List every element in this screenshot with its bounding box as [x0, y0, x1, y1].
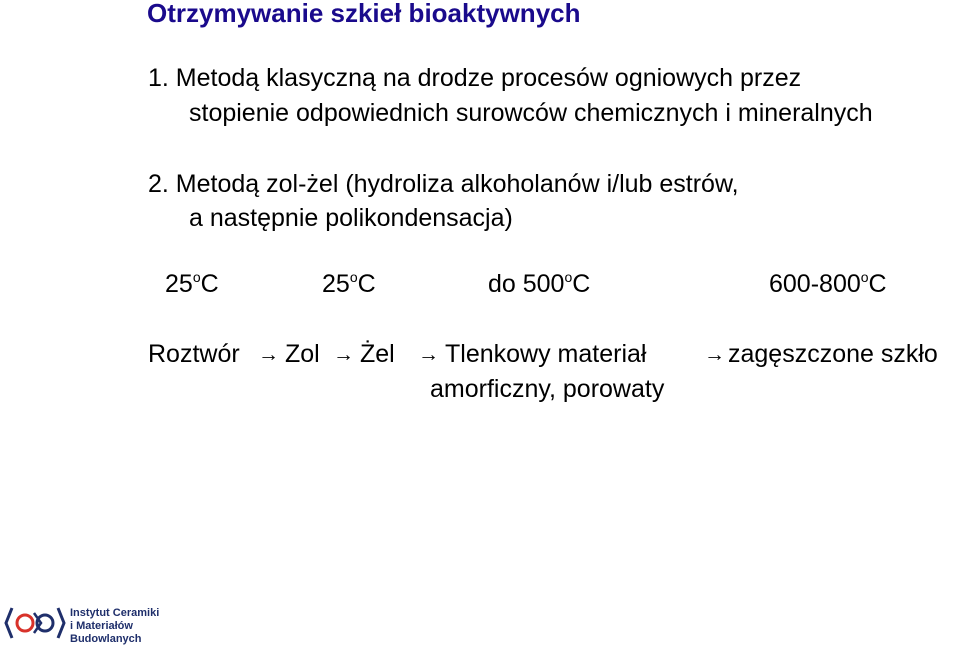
institute-name	[70, 607, 159, 646]
arrow-right-icon: →	[258, 343, 279, 366]
institute-logo-icon	[4, 604, 66, 642]
method-2-line-1: 2. Metodą zol-żel (hydroliza alkoholanów i/lub estrów,	[148, 170, 739, 198]
method-2-line-2: a następnie polikondensacja)	[189, 204, 513, 232]
process-step-zol: Zol	[285, 340, 320, 368]
temp-3: do 500$^o$C	[488, 269, 591, 298]
process-step-tlenkowy: Tlenkowy materiał	[445, 340, 647, 368]
temp-2: 25$^o$C	[322, 269, 376, 298]
arrow-right-icon: →	[418, 343, 439, 366]
institute-name-line-2: i Materiałów	[70, 620, 133, 632]
method-1-line-2: stopienie odpowiednich surowców chemicznych i mineralnych	[189, 99, 873, 127]
process-step-szklo: zagęszczone szkło	[728, 340, 938, 368]
arrow-right-icon: →	[333, 343, 354, 366]
temp-4: 600-800$^o$C	[769, 269, 887, 298]
method-1-line-1: 1. Metodą klasyczną na drodze procesów ogniowych przez	[148, 64, 802, 92]
temp-1: 25$^o$C	[165, 269, 219, 298]
process-step-tlenkowy-sub: amorficzny, porowaty	[430, 375, 665, 403]
slide-title: Otrzymywanie szkieł bioaktywnych	[147, 0, 581, 28]
arrow-right-icon: →	[704, 343, 725, 366]
process-step-zel: Żel	[360, 340, 395, 368]
process-step-roztwor: Roztwór	[148, 340, 240, 368]
institute-name-line-1: Instytut Ceramiki	[70, 607, 160, 619]
institute-name-line-3: Budowlanych	[70, 633, 142, 645]
